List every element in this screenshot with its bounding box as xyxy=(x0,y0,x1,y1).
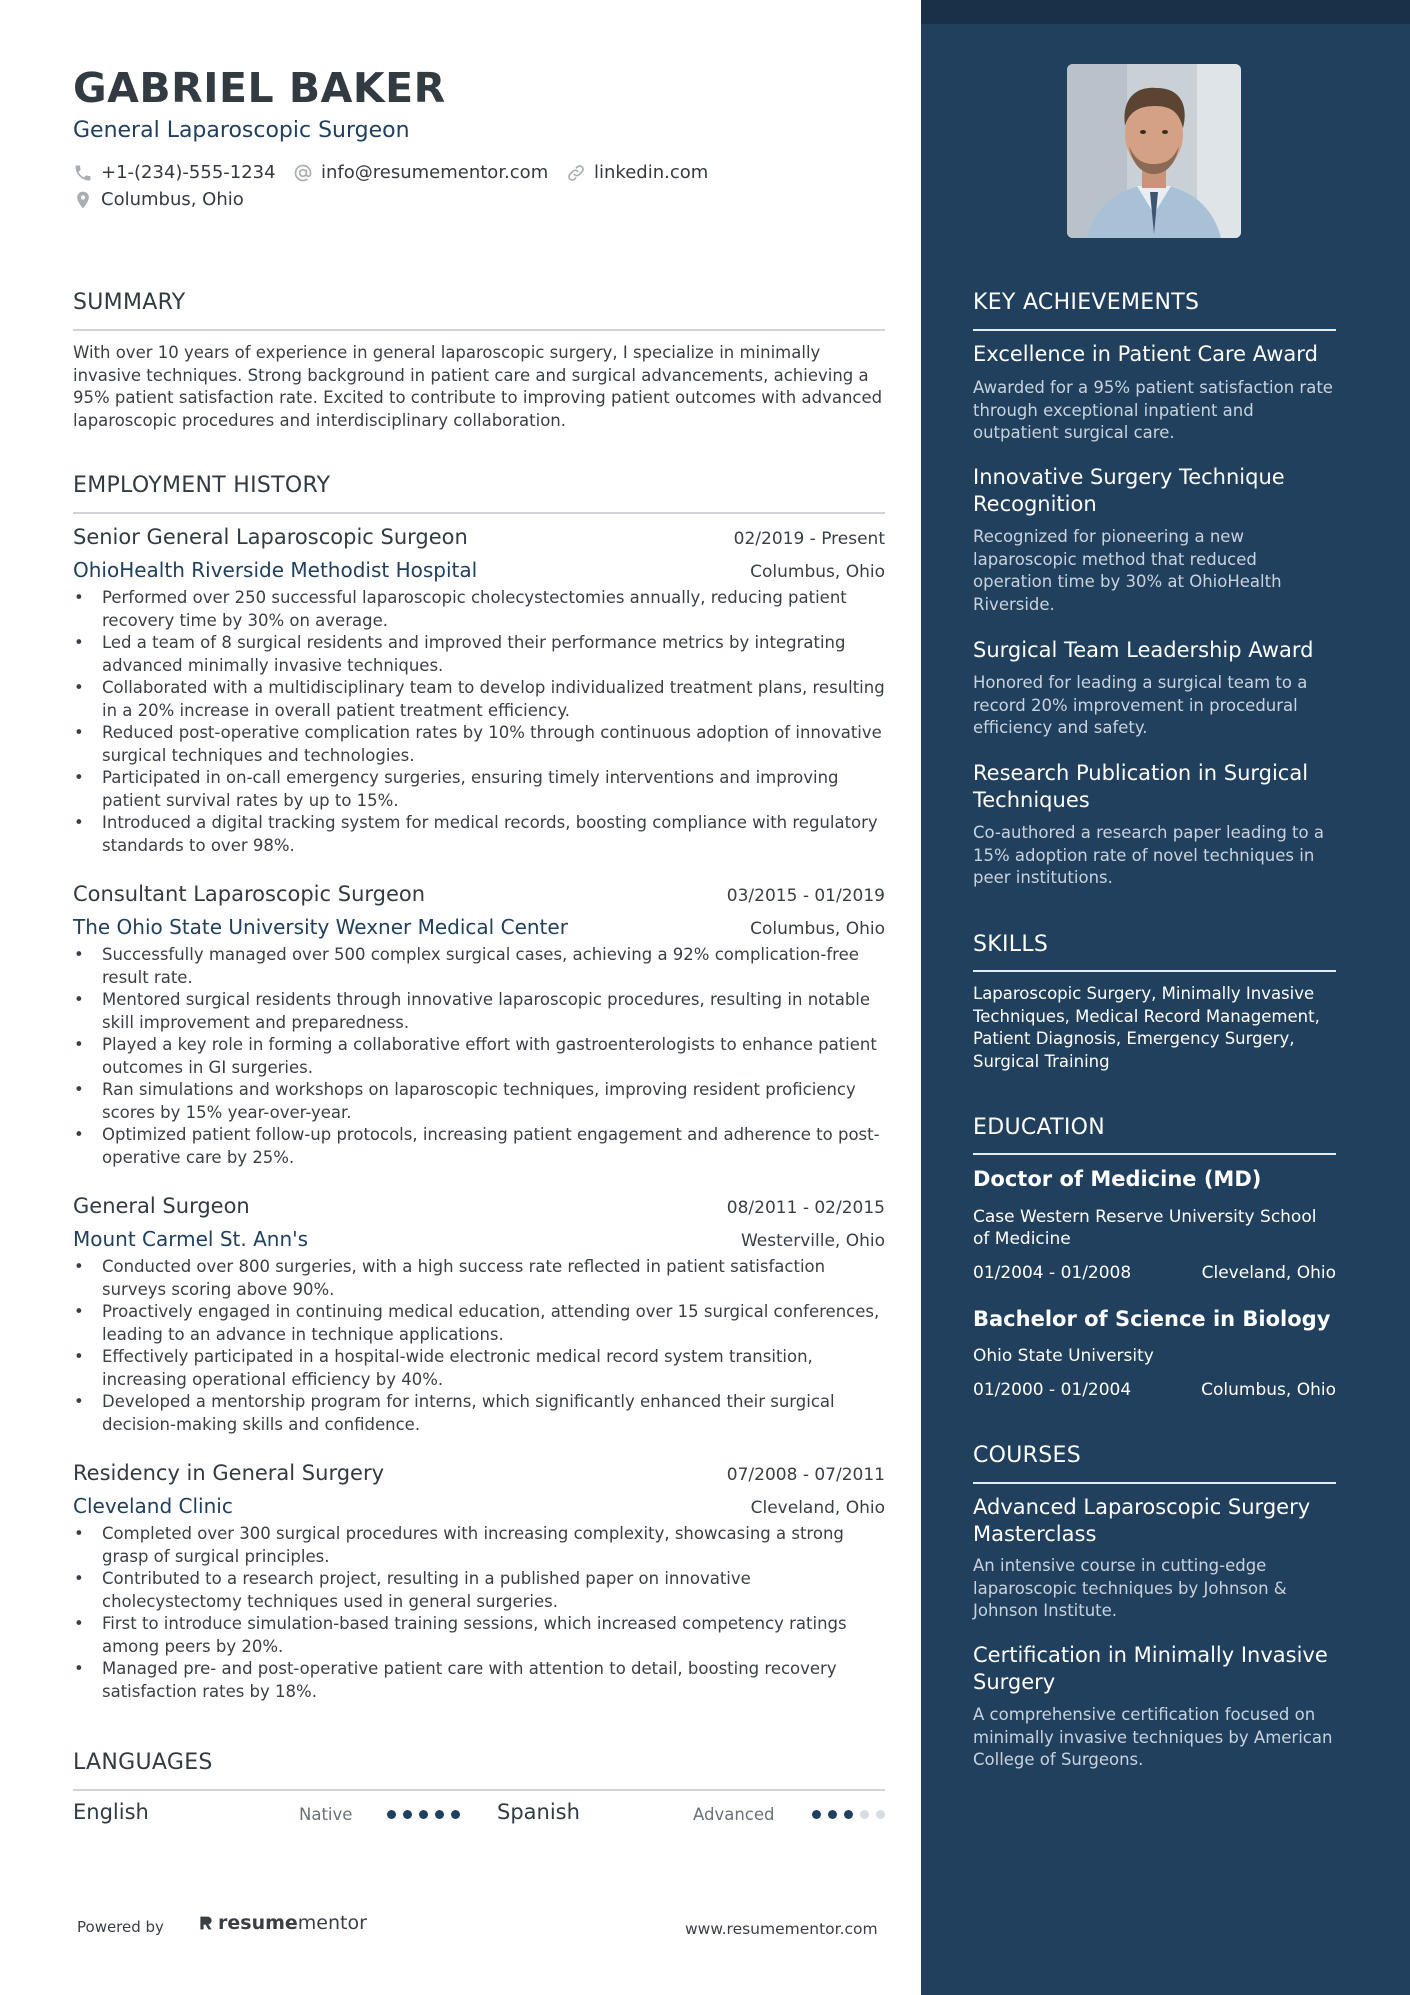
job-dates: 02/2019 - Present xyxy=(733,529,885,549)
sidebar-top-strip xyxy=(921,0,1410,24)
linkedin-text[interactable]: linkedin.com xyxy=(594,162,709,183)
achievements-heading: KEY ACHIEVEMENTS xyxy=(973,290,1200,315)
language-rating xyxy=(812,1810,892,1819)
job-title: General Surgeon xyxy=(73,1194,250,1218)
job-bullet: • Proactively engaged in continuing medical education, attending over 15 surgical conferences, leading to an advance in technique applications. xyxy=(73,1301,885,1346)
achievement-desc: Recognized for pioneering a new laparoscopic method that reduced operation time by 30% at OhioHealth Riverside. xyxy=(973,527,1282,614)
job-company: OhioHealth Riverside Methodist Hospital xyxy=(73,558,478,582)
course-desc: A comprehensive certification focused on minimally invasive techniques by American College of Surgeons. xyxy=(973,1705,1333,1769)
rating-dot xyxy=(876,1810,885,1819)
brand-logo[interactable] xyxy=(198,1912,367,1934)
achievement-desc: Awarded for a 95% patient satisfaction rate through exceptional inpatient and outpatient surgical care. xyxy=(973,378,1333,442)
brand-name-bold: resume xyxy=(218,1912,298,1934)
employment-divider xyxy=(73,512,885,514)
candidate-title: General Laparoscopic Surgeon xyxy=(73,118,410,143)
courses-heading: COURSES xyxy=(973,1443,1081,1468)
phone-text[interactable]: +1-(234)-555-1234 xyxy=(101,162,276,183)
language-name: Spanish xyxy=(497,1800,580,1824)
job-entry xyxy=(73,882,885,1169)
summary-text: With over 10 years of experience in general laparoscopic surgery, I specialize in minimally invasive techniques. Strong background in patient care and surgical advancements, achieving a 95% patient satisfaction rate. Excited to contribute to improving patient outcomes with advanced laparoscopic procedures and interdisciplinary collaboration. xyxy=(73,343,883,430)
education-dates: 01/2000 - 01/2004 xyxy=(973,1380,1132,1400)
education-location: Cleveland, Ohio xyxy=(1201,1263,1336,1283)
achievements-divider xyxy=(973,329,1336,331)
language-level: Native xyxy=(299,1805,353,1824)
brand-name-light: mentor xyxy=(297,1912,367,1934)
education-school: Ohio State University xyxy=(973,1346,1154,1366)
education-location: Columbus, Ohio xyxy=(1201,1380,1336,1400)
course-title: Certification in Minimally Invasive Surgery xyxy=(973,1643,1328,1694)
job-location: Cleveland, Ohio xyxy=(750,1498,885,1518)
brand-mark-icon xyxy=(198,1914,214,1932)
course-title: Advanced Laparoscopic Surgery Masterclass xyxy=(973,1495,1311,1546)
job-bullets xyxy=(73,1256,885,1436)
candidate-name: GABRIEL BAKER xyxy=(73,64,446,112)
job-bullet: • Led a team of 8 surgical residents and improved their performance metrics by integrating advanced minimally invasive techniques. xyxy=(73,632,885,677)
job-bullet: • Participated in on-call emergency surgeries, ensuring timely interventions and improving patient survival rates by up to 15%. xyxy=(73,767,885,812)
rating-dot xyxy=(451,1810,460,1819)
job-title: Consultant Laparoscopic Surgeon xyxy=(73,882,426,906)
education-school: Case Western Reserve University School of Medicine xyxy=(973,1207,1317,1249)
job-bullets xyxy=(73,1523,885,1703)
job-bullet: • Performed over 250 successful laparoscopic cholecystectomies annually, reducing patient recovery time by 30% on average. xyxy=(73,587,885,632)
job-company: The Ohio State University Wexner Medical Center xyxy=(73,915,568,939)
job-bullet: • Conducted over 800 surgeries, with a high success rate reflected in patient satisfaction surveys scoring above 90%. xyxy=(73,1256,885,1301)
email-text[interactable]: info@resumementor.com xyxy=(321,162,549,183)
rating-dot xyxy=(860,1810,869,1819)
location-contact xyxy=(73,189,244,210)
portrait-illustration xyxy=(1067,64,1241,238)
profile-photo xyxy=(1067,64,1241,238)
languages-heading: LANGUAGES xyxy=(73,1750,213,1775)
education-dates: 01/2004 - 01/2008 xyxy=(973,1263,1132,1283)
achievement-desc: Honored for leading a surgical team to a record 20% improvement in procedural efficiency and safety. xyxy=(973,673,1308,737)
rating-dot xyxy=(828,1810,837,1819)
job-company: Mount Carmel St. Ann's xyxy=(73,1227,309,1251)
job-bullet: • Optimized patient follow-up protocols, increasing patient engagement and adherence to post-operative care by 25%. xyxy=(73,1124,885,1169)
job-dates: 08/2011 - 02/2015 xyxy=(726,1198,885,1218)
achievement-title: Surgical Team Leadership Award xyxy=(973,638,1314,662)
job-bullet: • Ran simulations and workshops on laparoscopic techniques, improving resident proficiency scores by 15% year-over-year. xyxy=(73,1079,885,1124)
job-company: Cleveland Clinic xyxy=(73,1494,233,1518)
job-bullet: • Developed a mentorship program for interns, which significantly enhanced their surgical decision-making skills and confidence. xyxy=(73,1391,885,1436)
rating-dot xyxy=(403,1810,412,1819)
job-bullet: • Played a key role in forming a collaborative effort with gastroenterologists to enhance patient outcomes in GI surgeries. xyxy=(73,1034,885,1079)
job-bullet: • Mentored surgical residents through innovative laparoscopic procedures, resulting in notable skill improvement and preparedness. xyxy=(73,989,885,1034)
rating-dot xyxy=(812,1810,821,1819)
job-bullets xyxy=(73,587,885,857)
languages-divider xyxy=(73,1789,885,1791)
achievement-title: Research Publication in Surgical Techniques xyxy=(973,761,1309,812)
course-desc: An intensive course in cutting-edge laparoscopic techniques by Johnson & Johnson Institute. xyxy=(973,1556,1287,1620)
job-location: Columbus, Ohio xyxy=(750,919,885,939)
location-text: Columbus, Ohio xyxy=(101,189,244,210)
job-bullets xyxy=(73,944,885,1169)
location-pin-icon xyxy=(73,190,93,210)
rating-dot xyxy=(419,1810,428,1819)
job-bullet: • Collaborated with a multidisciplinary team to develop individualized treatment plans, resulting in a 20% increase in overall patient treatment efficiency. xyxy=(73,677,885,722)
at-icon xyxy=(293,163,313,183)
rating-dot xyxy=(435,1810,444,1819)
job-bullet: • First to introduce simulation-based training sessions, which increased competency ratings among peers by 20%. xyxy=(73,1613,885,1658)
summary-heading: SUMMARY xyxy=(73,290,186,315)
education-degree: Bachelor of Science in Biology xyxy=(973,1307,1331,1331)
job-bullet: • Contributed to a research project, resulting in a published paper on innovative cholecystectomy techniques used in general surgeries. xyxy=(73,1568,885,1613)
rating-dot xyxy=(844,1810,853,1819)
achievement-title: Excellence in Patient Care Award xyxy=(973,342,1318,366)
job-bullet: • Effectively participated in a hospital-wide electronic medical record system transition, increasing operational efficiency by 40%. xyxy=(73,1346,885,1391)
education-meta xyxy=(973,1380,1336,1400)
courses-divider xyxy=(973,1482,1336,1484)
job-bullet: • Completed over 300 surgical procedures with increasing complexity, showcasing a strong grasp of surgical principles. xyxy=(73,1523,885,1568)
achievement-desc: Co-authored a research paper leading to a 15% adoption rate of novel techniques in peer institutions. xyxy=(973,823,1324,887)
job-dates: 07/2008 - 07/2011 xyxy=(726,1465,885,1485)
language-level: Advanced xyxy=(693,1805,775,1824)
achievement-title: Innovative Surgery Technique Recognition xyxy=(973,465,1285,516)
language-rating xyxy=(387,1810,467,1819)
phone-icon xyxy=(73,163,93,183)
rating-dot xyxy=(387,1810,396,1819)
email-contact xyxy=(293,162,548,183)
job-bullet: • Managed pre- and post-operative patient care with attention to detail, boosting recovery satisfaction rates by 18%. xyxy=(73,1658,885,1703)
skills-heading: SKILLS xyxy=(973,932,1049,957)
skills-divider xyxy=(973,970,1336,972)
job-entry xyxy=(73,1461,885,1703)
job-entry xyxy=(73,525,885,857)
linkedin-contact xyxy=(566,162,708,183)
language-name: English xyxy=(73,1800,149,1824)
job-entry xyxy=(73,1194,885,1436)
phone-contact xyxy=(73,162,276,183)
job-title: Residency in General Surgery xyxy=(73,1461,385,1485)
education-meta xyxy=(973,1263,1336,1283)
job-bullet: • Introduced a digital tracking system for medical records, boosting compliance with regulatory standards to over 98%. xyxy=(73,812,885,857)
powered-by-label: Powered by xyxy=(77,1918,164,1936)
job-title: Senior General Laparoscopic Surgeon xyxy=(73,525,468,549)
skills-text: Laparoscopic Surgery, Minimally Invasive Techniques, Medical Record Management, Patient Diagnosis, Emergency Surgery, Surgical Training xyxy=(973,984,1320,1071)
job-bullet: • Reduced post-operative complication rates by 10% through continuous adoption of innovative surgical techniques and technologies. xyxy=(73,722,885,767)
education-heading: EDUCATION xyxy=(973,1115,1106,1140)
job-dates: 03/2015 - 01/2019 xyxy=(726,886,885,906)
education-divider xyxy=(973,1153,1336,1155)
link-icon xyxy=(566,163,586,183)
footer-url[interactable]: www.resumementor.com xyxy=(685,1920,878,1938)
summary-divider xyxy=(73,329,885,331)
employment-heading: EMPLOYMENT HISTORY xyxy=(73,473,331,498)
job-location: Columbus, Ohio xyxy=(750,562,885,582)
job-bullet: • Successfully managed over 500 complex surgical cases, achieving a 92% complication-free result rate. xyxy=(73,944,885,989)
job-location: Westerville, Ohio xyxy=(740,1231,885,1251)
education-degree: Doctor of Medicine (MD) xyxy=(973,1167,1262,1191)
